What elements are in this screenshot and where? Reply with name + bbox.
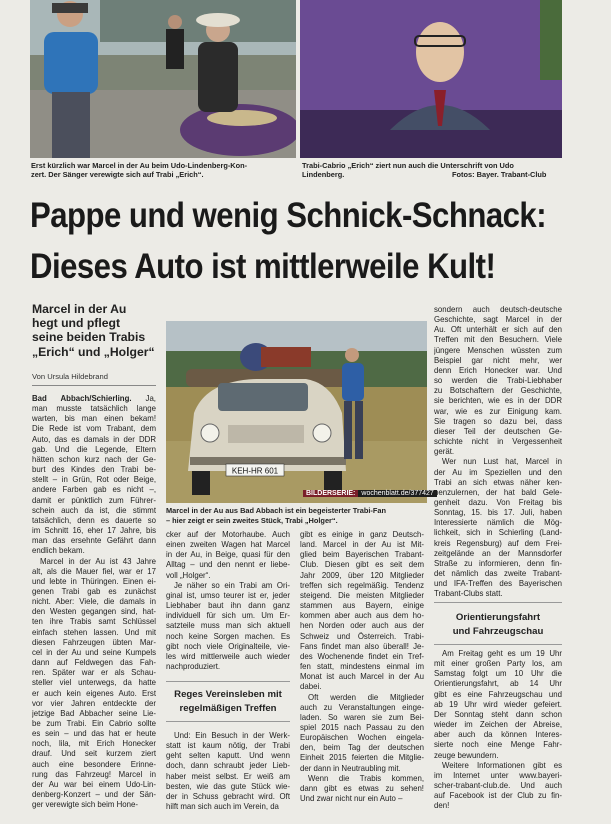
article-line: lichkeit, sich in Schierling (Land-	[434, 528, 562, 538]
article-line: Samstag folgt um 10 Uhr die	[434, 669, 562, 679]
article-line: Je näher so ein Trabi am Ori-	[174, 580, 290, 590]
caption-left	[31, 161, 301, 180]
article-line: Sie tragen so dazu bei, dass	[434, 416, 562, 426]
article-line: dann gibt es etwas zu sehen!	[300, 783, 424, 793]
article-line: warten, bis man einen bekam!	[32, 414, 156, 424]
article-line: Europäischen Wochen eingela-	[300, 733, 424, 743]
article-line: aber auch da können Interes-	[434, 730, 562, 740]
article-line: auf Facebook ist der Club zu fin-	[434, 791, 562, 801]
article-line: dann auf Feldwegen das Fah-	[32, 658, 156, 668]
article-line: sondern auch deutsch-deutsche	[434, 305, 562, 314]
article-line: Weitere Informationen gibt es	[442, 760, 562, 770]
photo-trabi-scene	[166, 321, 427, 503]
article-line: rung das Fahrzeug! Marcel in	[32, 769, 156, 779]
article-line: steigend. Die meisten Mitglieder	[300, 590, 424, 600]
article-line: treffen sich regelmäßig. Tendenz	[300, 580, 424, 590]
article-line: dabei.	[300, 682, 322, 692]
article-line: fen statt, mindestens einmal im	[300, 662, 424, 672]
article-line: steller viel unterwegs, da hatte	[32, 678, 156, 688]
article-line: zu Botschaftern der Geschichte,	[434, 386, 562, 396]
article-line: Bad Abbach/Schierling. Ja,	[32, 394, 156, 403]
article-line: Straße zu informieren, denn fin-	[434, 558, 562, 568]
article-line: det nämlich das zweite Trabant-	[434, 569, 562, 579]
headline-line-2: Dieses Auto ist mittlerweile Kult!	[30, 247, 496, 286]
article-line: einfach stehen lassen. Und mit	[32, 627, 156, 637]
article-line: denberg-Konzert – und der Sän-	[32, 790, 156, 800]
caption-right-line: Lindenberg.	[302, 170, 345, 180]
article-line: hen Norden oder auch aus der	[300, 621, 424, 631]
article-line: nenzulernen, der hat bald Gele-	[434, 487, 562, 497]
article-line: gab. Und die Legende, Eltern	[32, 444, 156, 454]
photo-hood-scene	[300, 0, 562, 158]
caption-right-line: Trabi-Cabrio „Erich“ ziert nun auch die Unterschrift von Udo	[302, 161, 514, 170]
article-line: und IFA-Treffen des Bayerischen	[434, 579, 562, 589]
article-line: mit einer großen Party los, am	[434, 659, 562, 669]
subhead-line: regelmäßigen Treffen	[179, 703, 277, 714]
article-line: diesen Fahrzeugen übten Mar-	[32, 637, 156, 647]
article-line: cel in der Au und seine Kumpels	[32, 647, 156, 657]
article-line: drauf. Und seit kurzem ziert	[32, 749, 156, 759]
article-line: der Au war bei einem Udo-Lin-	[32, 779, 156, 789]
image-caption	[166, 506, 428, 525]
article-line: Am Freitag geht es um 19 Uhr	[442, 649, 562, 658]
photo-concert	[30, 0, 296, 158]
article-line: und lebte in Thüringen. Einen ei-	[32, 576, 156, 586]
article-line: den Westen gegangen sind, hat-	[32, 607, 156, 617]
article-line: hilft man sich auch im Verein, da	[166, 802, 279, 812]
subhead-rule-top	[166, 681, 290, 682]
article-line: hätten schon kurz nach der Ge-	[32, 454, 156, 464]
article-line: jetzige Bad Abbacher seine Lie-	[32, 708, 156, 718]
article-line: cker auf der Motorhaube. Auch	[166, 530, 290, 539]
article-column-2	[166, 530, 290, 672]
article-line: Und zwar nicht nur ein Auto –	[300, 794, 403, 804]
article-line: ginal ist, umso teurer ist er, jeder	[166, 590, 290, 600]
article-line: Club. Diesen gibt es seit dem	[300, 560, 424, 570]
deck-line: seine beiden Trabis	[32, 330, 146, 345]
article-line: spiel 2015 nach Passau zu den	[300, 722, 424, 732]
byline: Von Ursula Hildebrand	[32, 372, 108, 381]
article-line: Alltag – und den nennt er liebe-	[166, 560, 290, 570]
article-line: Fans findet man also überall! Je-	[300, 641, 424, 651]
subhead-line: und Fahrzeugschau	[452, 626, 544, 637]
article-line: schichte nicht in Vergessenheit	[434, 437, 562, 447]
image-caption-line: Marcel in der Au aus Bad Abbach ist ein begeisterter Trabi-Fan	[166, 506, 386, 515]
article-line: stammen aus Bayern, einige	[300, 601, 424, 611]
article-line: Auto, das es damals in der DDR	[32, 434, 156, 444]
article-line: ten ihre Trabis samt Schlüssel	[32, 617, 156, 627]
article-line: satzteile muss man sich aktuell	[166, 621, 290, 631]
article-line: land. Marcel in der Au ist Mit-	[300, 540, 424, 550]
license-plate: KEH-HR 601	[231, 466, 279, 476]
article-line: besten, wie das gute Stück wie-	[166, 781, 290, 791]
byline-rule	[32, 385, 156, 386]
article-line: Wenn die Trabis kommen,	[308, 773, 424, 783]
image-caption-line: – hier zeigt er sein zweites Stück, Trabi „Holger“.	[166, 515, 338, 525]
article-line: der dann in Neutraubling mit.	[300, 763, 401, 773]
article-line: genen Trabi gab es zunächst	[32, 586, 156, 596]
article-line: voll „Holger“.	[166, 570, 211, 580]
article-line: ren. Später war er als Schau-	[32, 668, 156, 678]
article-line: Monat ist auch Marcel in der Au	[300, 672, 424, 682]
headline-line-1: Pappe und wenig Schnick-Schnack:	[30, 196, 547, 235]
article-line: Interessierte nämlich die Mög-	[434, 518, 562, 528]
article-line: man das ersehnte Gefährt dann	[32, 536, 156, 546]
article-line: den!	[434, 801, 450, 811]
article-line: be zum Trabi. Ein Cabrio sollte	[32, 719, 156, 728]
dateline: Bad Abbach/Schierling.	[32, 394, 132, 403]
article-line: laden. So waren sie zum Bei-	[300, 712, 424, 722]
article-line: im Schnitt 16, eher 17 Jahre, bis	[32, 526, 156, 536]
article-line: er auch kein eigenes Auto. Erst	[32, 688, 156, 698]
article-line: nachproduziert.	[166, 662, 221, 672]
article-line: andere Farben gab es nicht –,	[32, 485, 156, 495]
caption-left-line: zert. Der Sänger verewigte sich auf Trabi „Erich“.	[31, 170, 204, 180]
article-line: so werden die Trabi-Liebhaber	[434, 376, 562, 386]
article-line: im Internet unter www.bayeri-	[434, 770, 562, 780]
article-line: schein auch da ist, die stimmt	[32, 505, 156, 515]
article-line: gibt noch viele Originalteile, vie-	[166, 641, 290, 651]
article-line: es sein – und das hat er heute	[32, 729, 156, 739]
article-line: sierte noch eine Menge Fahr-	[434, 740, 562, 750]
article-line: in der Au, in Beige, quasi für den	[166, 550, 290, 560]
article-line: stellt – in Grün, Rot oder Beige,	[32, 475, 156, 485]
article-line: glied beim Bayerischen Trabant-	[300, 550, 424, 560]
article-line: Marcel in der Au ist 43 Jahre	[40, 556, 156, 566]
article-line: des Wochenende findet ein Tref-	[300, 651, 424, 661]
article-line: endlich bekam.	[32, 546, 85, 556]
badge-label: BILDERSERIE:	[303, 490, 358, 497]
article-line: geht selten kaputt. Und wenn	[166, 751, 290, 761]
article-column-1	[32, 394, 156, 810]
photo-trabi-holger	[166, 321, 427, 503]
article-line: Geschichte, sagt Marcel in der	[434, 315, 562, 325]
photo-honecker-hood	[300, 0, 562, 158]
article-line: Oft werden die Mitglieder	[308, 692, 424, 702]
article-line: war, wie es zur Einigung kam.	[434, 406, 562, 416]
badge-link[interactable]: wochenblatt.de/377427	[358, 490, 436, 497]
subhead-vereinsleben	[166, 688, 290, 716]
article-line: kommen aber auch aus dem ho-	[300, 611, 424, 621]
article-line: zeuge bewundern.	[434, 750, 499, 760]
article-line: denn Erich Honecker war. Und	[434, 365, 562, 375]
article-line: Au. Oft unterhält er sich auf den	[434, 325, 562, 335]
article-line: Jahr 2009, über 120 Mitglieder	[300, 570, 424, 580]
article-line: Orientierungsfahrt, ab 14 Uhr	[434, 679, 562, 689]
article-line: den, beim Tag der deutschen	[300, 743, 424, 753]
article-line: individuell für sich um. Um Er-	[166, 611, 290, 621]
deck	[32, 302, 157, 359]
article-line: burt des Kindes den Trabi be-	[32, 465, 156, 475]
article-line: alt, als die Mauer fiel, war er 17	[32, 566, 156, 576]
article-line: Wer nun Lust hat, Marcel in	[442, 457, 562, 467]
article-line: ger verewigte sich beim Hone-	[32, 800, 138, 810]
article-line: wieder im Zeichen der Abreise,	[434, 720, 562, 730]
picture-series-badge[interactable]	[303, 488, 437, 499]
article-line: nicht. Aber: Viele, die damals in	[32, 597, 156, 607]
deck-line: „Erich“ und „Holger“	[32, 344, 155, 359]
article-line: zeitgelände an der Mannsdorfer	[434, 548, 562, 558]
subhead-line: Orientierungsfahrt	[455, 612, 541, 623]
article-line: Beispiel gar nicht mehr, wer	[434, 355, 562, 365]
article-line: gibt es eine Fahrzeugschau und	[434, 689, 562, 699]
article-line: les wird mittlerweile auch wieder	[166, 651, 290, 661]
article-line: Treffen mit den Besuchern. Viele	[434, 335, 562, 345]
article-line: noch keine Sorgen machen. Es	[166, 631, 290, 641]
article-line: Die Rede ist vom Trabant, dem	[32, 424, 156, 434]
article-line: gibt es einige in ganz Deutsch-	[300, 530, 424, 539]
article-line: ab 19 Uhr wird wieder gefeiert.	[434, 699, 562, 709]
photo-credit: Fotos: Bayer. Trabant-Club	[452, 170, 547, 180]
subhead-rule-bottom	[166, 721, 290, 722]
article-line: man musste tatsächlich lange	[32, 404, 156, 414]
article-line: Trabant-Clubs statt.	[434, 589, 503, 599]
article-line: auch zu Veranstaltungen einge-	[300, 702, 424, 712]
subhead-orientierungsfahrt	[434, 611, 562, 639]
article-column-4	[434, 305, 562, 600]
article-line: gerät.	[434, 447, 455, 457]
article-column-4b	[434, 649, 562, 812]
article-line: statt ist kaum nötig, der Trabi	[166, 741, 290, 751]
deck-line: Marcel in der Au	[32, 302, 127, 316]
article-column-3	[300, 530, 424, 804]
subhead-line: Reges Vereinsleben mit	[174, 689, 282, 700]
subhead-right-rule-bottom	[434, 644, 562, 645]
article-line: der in Schuss gebracht wird. Oft	[166, 791, 290, 801]
deck-line: hegt und pflegt	[32, 316, 121, 331]
article-column-2b	[166, 731, 290, 812]
article-line: genheit dazu. Von Freitag bis	[434, 497, 562, 507]
article-line: Sonntag, 15. bis 17. Juli, haben	[434, 508, 562, 518]
photo-concert-scene	[30, 0, 296, 158]
caption-left-line: Erst kürzlich war Marcel in der Au beim Udo-Lindenberg-Kon-	[31, 161, 248, 170]
article-line: vor vier Jahren entdeckte der	[32, 698, 156, 708]
article-line: kreis Regensburg) auf dem Frei-	[434, 538, 562, 548]
article-line: Schweiz und Österreich. Trabi-	[300, 631, 424, 641]
article-line: tatsächlich, denn es dauerte so	[32, 515, 156, 525]
article-line: scher-trabant-club.de. Und auch	[434, 781, 562, 791]
article-line: sie berichten, wie es in der DDR	[434, 396, 562, 406]
article-line: doch, dann schraubt jeder Lieb-	[166, 761, 290, 771]
article-line: haber meist selbst. Er weiß am	[166, 771, 290, 781]
article-line: der Au im Speziellen und den	[434, 467, 562, 477]
article-line: Liebhaber baut ihn dann ganz	[166, 601, 290, 611]
article-line: damit er pünktlich zum Führer-	[32, 495, 156, 505]
article-line: dieser Teil der deutschen Ge-	[434, 426, 562, 436]
article-line: Der Sonntag steht dann schon	[434, 709, 562, 719]
article-line: auch eine besondere Erinne-	[32, 759, 156, 769]
article-line: Trabi an sich etwas näher ken-	[434, 477, 562, 487]
article-line: jüngere Menschen wüssten zum	[434, 345, 562, 355]
article-line: einen zweiten Wagen hat Marcel	[166, 540, 290, 550]
article-line: Und: Ein Besuch in der Werk-	[174, 731, 290, 740]
subhead-right-rule-top	[434, 602, 562, 603]
article-line: noch, lila, mit Erich Honecker	[32, 739, 156, 749]
article-line: Einheit 2015 feierten die Mitglie-	[300, 753, 424, 763]
